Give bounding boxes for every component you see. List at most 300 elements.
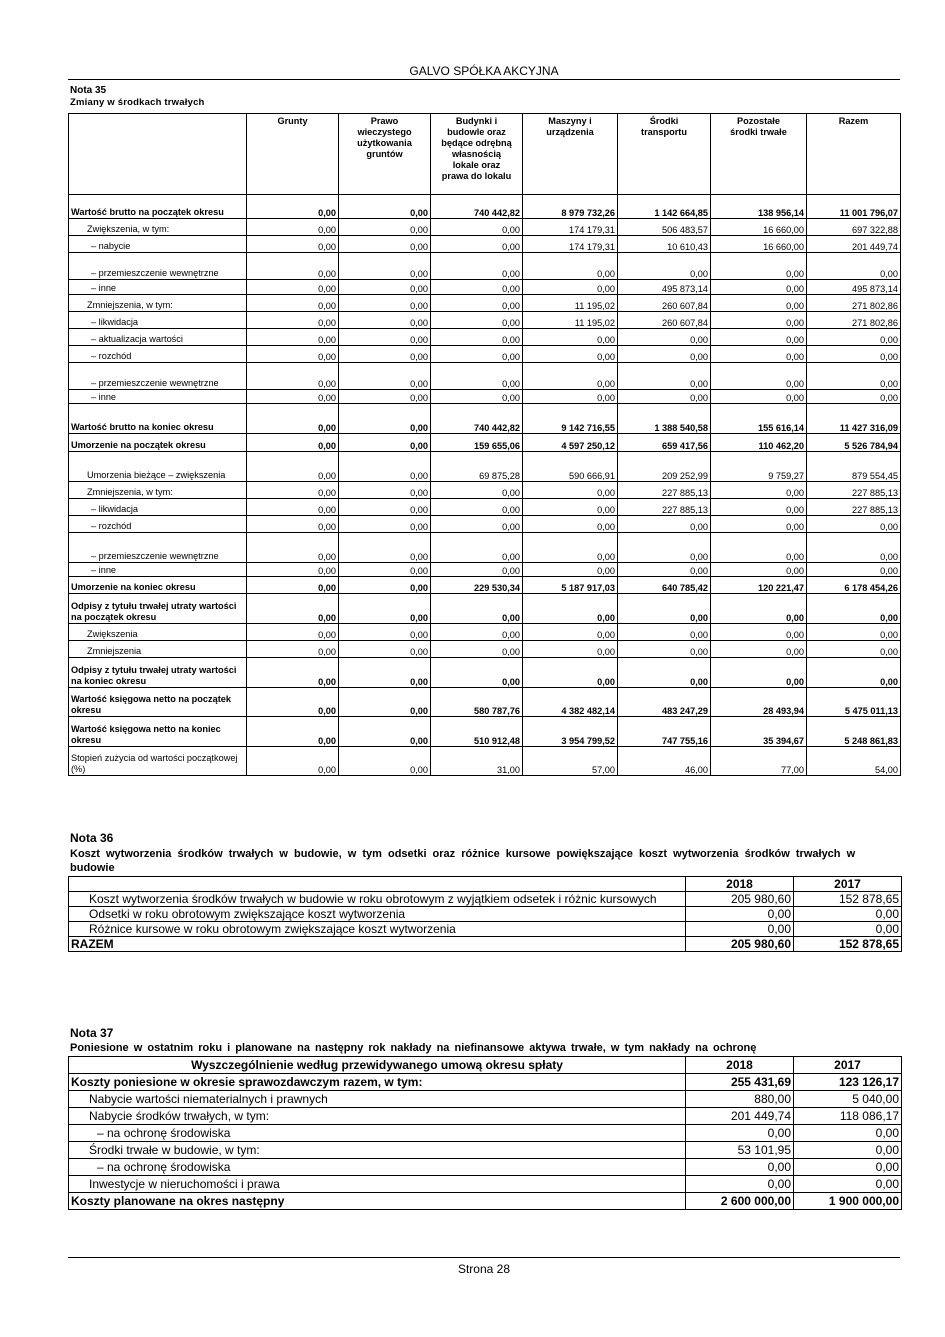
table-row (69, 280, 901, 295)
table-row (69, 434, 901, 452)
cell-value: 0,00 (618, 329, 711, 346)
cell-value: 0,00 (339, 363, 431, 390)
row-label: Odsetki w roku obrotowym zwiększające koszt wytworzenia (69, 907, 686, 922)
row-label: Koszty planowane na okres następny (69, 1193, 686, 1210)
cell-value: 0,00 (794, 922, 902, 937)
cell-value: 152 878,65 (794, 937, 902, 952)
year-header: 2018 (686, 877, 794, 892)
cell-value: 227 885,13 (618, 482, 711, 499)
cell-value: 0,00 (431, 346, 523, 363)
table-row (69, 907, 902, 922)
nota35-col-header-line: Maszyny i (548, 116, 592, 126)
table-row (69, 594, 901, 624)
cell-value: 4 382 482,14 (523, 688, 618, 717)
cell-value: 0,00 (523, 641, 618, 658)
row-label: – rozchód (69, 346, 247, 363)
row-label: Odpisy z tytułu trwałej utraty wartości na początek okresu (69, 594, 247, 624)
cell-value: 53 101,95 (686, 1142, 794, 1159)
row-label: Stopień zużycia od wartości początkowej (%) (69, 747, 247, 776)
row-label: – przemieszczenie wewnętrzne (69, 533, 247, 563)
cell-value: 0,00 (247, 658, 339, 688)
table-row (69, 452, 901, 482)
cell-value: 205 980,60 (686, 892, 794, 907)
cell-value: 205 980,60 (686, 937, 794, 952)
table-row (69, 329, 901, 346)
table-row (69, 312, 901, 329)
cell-value: 0,00 (247, 312, 339, 329)
cell-value: 0,00 (339, 624, 431, 641)
cell-value: 0,00 (247, 594, 339, 624)
table-row (69, 747, 901, 776)
nota35-col-header-line: Grunty (277, 116, 308, 126)
cell-value: 0,00 (339, 404, 431, 434)
cell-value: 0,00 (686, 907, 794, 922)
cell-value: 118 086,17 (794, 1108, 902, 1125)
cell-value: 0,00 (339, 658, 431, 688)
cell-value: 0,00 (339, 280, 431, 295)
row-label: – aktualizacja wartości (69, 329, 247, 346)
table-row (69, 295, 901, 312)
year-header: 2017 (794, 1057, 902, 1074)
nota35-header-row (69, 114, 901, 195)
table-row (69, 658, 901, 688)
cell-value: 0,00 (339, 533, 431, 563)
cell-value: 0,00 (711, 594, 807, 624)
cell-value: 138 956,14 (711, 195, 807, 219)
cell-value: 0,00 (247, 434, 339, 452)
cell-value: 0,00 (807, 533, 901, 563)
cell-value: 0,00 (711, 533, 807, 563)
cell-value: 35 394,67 (711, 717, 807, 747)
cell-value: 0,00 (794, 907, 902, 922)
cell-value: 0,00 (247, 641, 339, 658)
cell-value: 0,00 (523, 533, 618, 563)
cell-value: 0,00 (711, 312, 807, 329)
cell-value: 0,00 (523, 280, 618, 295)
row-label: Zmniejszenia (69, 641, 247, 658)
cell-value: 0,00 (431, 253, 523, 280)
cell-value: 120 221,47 (711, 577, 807, 594)
cell-value: 0,00 (339, 219, 431, 236)
cell-value: 0,00 (431, 280, 523, 295)
cell-value: 659 417,56 (618, 434, 711, 452)
cell-value: 16 660,00 (711, 236, 807, 253)
cell-value: 0,00 (523, 329, 618, 346)
cell-value: 174 179,31 (523, 219, 618, 236)
cell-value: 0,00 (431, 624, 523, 641)
row-label: Koszty poniesione w okresie sprawozdawczym razem, w tym: (69, 1074, 686, 1091)
cell-value: 57,00 (523, 747, 618, 776)
nota35-col-header-line: prawa do lokalu (441, 171, 512, 181)
row-label: Umorzenie na początek okresu (69, 434, 247, 452)
nota35-col-header-line: będące odrębną (441, 138, 512, 148)
cell-value: 0,00 (431, 482, 523, 499)
cell-value: 0,00 (247, 346, 339, 363)
cell-value: 0,00 (247, 404, 339, 434)
cell-value: 0,00 (431, 312, 523, 329)
cell-value: 9 142 716,55 (523, 404, 618, 434)
row-label: – przemieszczenie wewnętrzne (69, 253, 247, 280)
cell-value: 0,00 (431, 219, 523, 236)
cell-value: 159 655,06 (431, 434, 523, 452)
cell-value: 0,00 (807, 253, 901, 280)
table-row (69, 577, 901, 594)
cell-value: 0,00 (523, 363, 618, 390)
cell-value: 0,00 (618, 563, 711, 577)
nota36-title: Nota 36 (70, 831, 114, 845)
cell-value: 155 616,14 (711, 404, 807, 434)
cell-value: 0,00 (711, 499, 807, 516)
table-row (69, 1159, 902, 1176)
cell-value: 201 449,74 (686, 1108, 794, 1125)
cell-value: 201 449,74 (807, 236, 901, 253)
cell-value: 0,00 (339, 346, 431, 363)
cell-value: 0,00 (247, 390, 339, 404)
table-row (69, 641, 901, 658)
nota35-col-header-line: gruntów (366, 149, 403, 159)
table-row (69, 253, 901, 280)
cell-value: 0,00 (686, 1125, 794, 1142)
cell-value: 0,00 (339, 452, 431, 482)
cell-value: 0,00 (431, 533, 523, 563)
cell-value: 0,00 (247, 516, 339, 533)
cell-value: 11 001 796,07 (807, 195, 901, 219)
nota35-col-header-line: lokale oraz (452, 160, 501, 170)
cell-value: 0,00 (339, 688, 431, 717)
table-row (69, 404, 901, 434)
cell-value: 11 195,02 (523, 295, 618, 312)
cell-value: 0,00 (431, 295, 523, 312)
cell-value: 0,00 (686, 1176, 794, 1193)
cell-value: 0,00 (794, 1159, 902, 1176)
cell-value: 0,00 (711, 516, 807, 533)
row-label: – likwidacja (69, 312, 247, 329)
cell-value: 0,00 (431, 594, 523, 624)
cell-value: 0,00 (339, 594, 431, 624)
nota35-col-header-line: transportu (641, 127, 687, 137)
cell-value: 879 554,45 (807, 452, 901, 482)
company-header: GALVO SPÓŁKA AKCYJNA (68, 64, 900, 80)
cell-value: 0,00 (339, 253, 431, 280)
table-row (69, 717, 901, 747)
cell-value: 0,00 (711, 563, 807, 577)
row-label: – przemieszczenie wewnętrzne (69, 363, 247, 390)
cell-value: 0,00 (247, 295, 339, 312)
cell-value: 0,00 (711, 624, 807, 641)
cell-value: 0,00 (247, 253, 339, 280)
nota35-header-blank (69, 114, 247, 195)
row-label: – inne (69, 563, 247, 577)
cell-value: 10 610,43 (618, 236, 711, 253)
cell-value: 9 759,27 (711, 452, 807, 482)
table-row (69, 195, 901, 219)
row-label: – inne (69, 390, 247, 404)
row-label: Wartość księgowa netto na koniec okresu (69, 717, 247, 747)
cell-value: 0,00 (431, 390, 523, 404)
nota36-header-row (69, 877, 902, 892)
cell-value: 255 431,69 (686, 1074, 794, 1091)
cell-value: 880,00 (686, 1091, 794, 1108)
nota37-title: Nota 37 (70, 1026, 114, 1040)
cell-value: 0,00 (807, 658, 901, 688)
cell-value: 0,00 (339, 434, 431, 452)
table-row (69, 1125, 902, 1142)
cell-value: 5 187 917,03 (523, 577, 618, 594)
cell-value: 11 427 316,09 (807, 404, 901, 434)
table-row (69, 688, 901, 717)
cell-value: 580 787,76 (431, 688, 523, 717)
table-row (69, 390, 901, 404)
cell-value: 0,00 (523, 516, 618, 533)
cell-value: 590 666,91 (523, 452, 618, 482)
cell-value: 0,00 (711, 295, 807, 312)
cell-value: 0,00 (339, 516, 431, 533)
cell-value: 0,00 (523, 253, 618, 280)
nota35-subtitle: Zmiany w środkach trwałych (70, 97, 205, 108)
cell-value: 0,00 (711, 641, 807, 658)
cell-value: 510 912,48 (431, 717, 523, 747)
cell-value: 483 247,29 (618, 688, 711, 717)
cell-value: 5 248 861,83 (807, 717, 901, 747)
cell-value: 2 600 000,00 (686, 1193, 794, 1210)
cell-value: 0,00 (523, 658, 618, 688)
cell-value: 0,00 (339, 295, 431, 312)
cell-value: 0,00 (711, 482, 807, 499)
nota35-col-header-line: własnością (451, 149, 502, 159)
cell-value: 0,00 (807, 563, 901, 577)
cell-value: 3 954 799,52 (523, 717, 618, 747)
row-label: – na ochronę środowiska (69, 1125, 686, 1142)
table-row (69, 516, 901, 533)
table-row (69, 1108, 902, 1125)
cell-value: 0,00 (618, 516, 711, 533)
cell-value: 0,00 (247, 329, 339, 346)
cell-value: 0,00 (618, 533, 711, 563)
cell-value: 0,00 (339, 195, 431, 219)
cell-value: 0,00 (247, 688, 339, 717)
table-row (69, 533, 901, 563)
cell-value: 0,00 (807, 329, 901, 346)
cell-value: 271 802,86 (807, 295, 901, 312)
row-label: Umorzenie na koniec okresu (69, 577, 247, 594)
nota35-col-header (431, 114, 523, 195)
cell-value: 152 878,65 (794, 892, 902, 907)
cell-value: 0,00 (431, 236, 523, 253)
cell-value: 110 462,20 (711, 434, 807, 452)
row-label: Wartość księgowa netto na początek okresu (69, 688, 247, 717)
table-row (69, 1176, 902, 1193)
nota36-table (68, 876, 902, 952)
cell-value: 0,00 (711, 658, 807, 688)
cell-value: 0,00 (523, 482, 618, 499)
cell-value: 0,00 (339, 312, 431, 329)
table-row (69, 363, 901, 390)
cell-value: 0,00 (807, 624, 901, 641)
nota35-col-header (523, 114, 618, 195)
nota36-header-blank (69, 877, 686, 892)
table-row (69, 922, 902, 937)
row-label: Wartość brutto na początek okresu (69, 195, 247, 219)
cell-value: 495 873,14 (618, 280, 711, 295)
row-label: Zmniejszenia, w tym: (69, 482, 247, 499)
cell-value: 1 142 664,85 (618, 195, 711, 219)
nota35-col-header-line: Prawo (370, 116, 399, 126)
row-label: Odpisy z tytułu trwałej utraty wartości na koniec okresu (69, 658, 247, 688)
cell-value: 31,00 (431, 747, 523, 776)
table-row (69, 563, 901, 577)
nota35-col-header (339, 114, 431, 195)
cell-value: 0,00 (339, 717, 431, 747)
nota37-table (68, 1056, 902, 1210)
cell-value: 0,00 (247, 747, 339, 776)
nota37-header-row (69, 1057, 902, 1074)
cell-value: 227 885,13 (807, 499, 901, 516)
row-label: – rozchód (69, 516, 247, 533)
cell-value: 697 322,88 (807, 219, 901, 236)
cell-value: 0,00 (431, 516, 523, 533)
nota35-table (68, 113, 901, 776)
table-row (69, 1142, 902, 1159)
cell-value: 0,00 (523, 624, 618, 641)
row-label: Wartość brutto na koniec okresu (69, 404, 247, 434)
table-row (69, 624, 901, 641)
row-label: Nabycie wartości niematerialnych i prawnych (69, 1091, 686, 1108)
nota35-col-header-line: budowle oraz (447, 127, 506, 137)
cell-value: 0,00 (523, 563, 618, 577)
cell-value: 1 388 540,58 (618, 404, 711, 434)
cell-value: 0,00 (247, 280, 339, 295)
year-header: 2018 (686, 1057, 794, 1074)
cell-value: 0,00 (339, 329, 431, 346)
cell-value: 174 179,31 (523, 236, 618, 253)
nota37-subtitle: Poniesione w ostatnim roku i planowane na następny rok nakłady na niefinansowe aktywa trwałe, w tym nakłady na ochronę (70, 1042, 757, 1054)
cell-value: 46,00 (618, 747, 711, 776)
nota35-col-header-line: Budynki i (455, 116, 498, 126)
cell-value: 0,00 (339, 577, 431, 594)
nota35-col-header (807, 114, 901, 195)
cell-value: 740 442,82 (431, 404, 523, 434)
cell-value: 0,00 (247, 717, 339, 747)
table-row (69, 346, 901, 363)
cell-value: 0,00 (431, 363, 523, 390)
row-label: Koszt wytworzenia środków trwałych w budowie w roku obrotowym z wyjątkiem odsetek i różnic kursowych (69, 892, 686, 907)
cell-value: 0,00 (247, 533, 339, 563)
cell-value: 0,00 (807, 346, 901, 363)
nota35-col-header-line: Pozostałe (737, 116, 780, 126)
cell-value: 11 195,02 (523, 312, 618, 329)
cell-value: 0,00 (711, 363, 807, 390)
cell-value: 4 597 250,12 (523, 434, 618, 452)
cell-value: 5 526 784,94 (807, 434, 901, 452)
cell-value: 0,00 (431, 641, 523, 658)
cell-value: 6 178 454,26 (807, 577, 901, 594)
cell-value: 0,00 (431, 658, 523, 688)
cell-value: 0,00 (807, 641, 901, 658)
cell-value: 1 900 000,00 (794, 1193, 902, 1210)
cell-value: 0,00 (523, 346, 618, 363)
cell-value: 0,00 (431, 499, 523, 516)
year-header: 2017 (794, 877, 902, 892)
row-label: Nabycie środków trwałych, w tym: (69, 1108, 686, 1125)
table-row (69, 499, 901, 516)
nota37-header-label: Wyszczególnienie według przewidywanego umową okresu spłaty (69, 1057, 686, 1074)
cell-value: 0,00 (247, 195, 339, 219)
cell-value: 0,00 (711, 280, 807, 295)
row-label: Zwiększenia, w tym: (69, 219, 247, 236)
cell-value: 260 607,84 (618, 295, 711, 312)
page-number: Strona 28 (457, 1262, 511, 1276)
table-row (69, 219, 901, 236)
table-row (69, 482, 901, 499)
cell-value: 0,00 (339, 499, 431, 516)
cell-value: 0,00 (523, 390, 618, 404)
cell-value: 28 493,94 (711, 688, 807, 717)
cell-value: 0,00 (247, 563, 339, 577)
cell-value: 0,00 (711, 390, 807, 404)
cell-value: 0,00 (807, 516, 901, 533)
cell-value: 0,00 (618, 658, 711, 688)
row-label: – inne (69, 280, 247, 295)
cell-value: 0,00 (618, 594, 711, 624)
table-row (69, 236, 901, 253)
cell-value: 229 530,34 (431, 577, 523, 594)
cell-value: 0,00 (247, 452, 339, 482)
cell-value: 0,00 (339, 482, 431, 499)
table-row (69, 1091, 902, 1108)
row-label: Środki trwałe w budowie, w tym: (69, 1142, 686, 1159)
cell-value: 8 979 732,26 (523, 195, 618, 219)
cell-value: 0,00 (523, 499, 618, 516)
cell-value: 0,00 (339, 563, 431, 577)
row-label: – nabycie (69, 236, 247, 253)
nota35-title: Nota 35 (70, 85, 107, 96)
cell-value: 271 802,86 (807, 312, 901, 329)
cell-value: 0,00 (618, 363, 711, 390)
cell-value: 16 660,00 (711, 219, 807, 236)
cell-value: 0,00 (618, 253, 711, 280)
row-label: – likwidacja (69, 499, 247, 516)
cell-value: 5 475 011,13 (807, 688, 901, 717)
cell-value: 0,00 (431, 563, 523, 577)
table-row (69, 892, 902, 907)
cell-value: 0,00 (523, 594, 618, 624)
cell-value: 0,00 (247, 236, 339, 253)
row-label: Umorzenia bieżące – zwiększenia (69, 452, 247, 482)
cell-value: 747 755,16 (618, 717, 711, 747)
cell-value: 0,00 (807, 363, 901, 390)
nota35-col-header-line: środki trwałe (730, 127, 787, 137)
row-label: Różnice kursowe w roku obrotowym zwiększające koszt wytworzenia (69, 922, 686, 937)
nota35-col-header-line: Razem (838, 116, 869, 126)
cell-value: 0,00 (618, 346, 711, 363)
row-label: Zmniejszenia, w tym: (69, 295, 247, 312)
cell-value: 0,00 (618, 624, 711, 641)
nota35-col-header-line: Środki (649, 116, 679, 126)
cell-value: 0,00 (794, 1142, 902, 1159)
nota35-col-header-line: wieczystego (357, 127, 412, 137)
table-row (69, 937, 902, 952)
cell-value: 740 442,82 (431, 195, 523, 219)
cell-value: 0,00 (711, 253, 807, 280)
cell-value: 0,00 (339, 236, 431, 253)
cell-value: 0,00 (247, 363, 339, 390)
row-label: RAZEM (69, 937, 686, 952)
cell-value: 0,00 (247, 624, 339, 641)
cell-value: 0,00 (339, 390, 431, 404)
cell-value: 0,00 (431, 329, 523, 346)
nota36-subtitle: Koszt wytworzenia środków trwałych w budowie, w tym odsetki oraz różnice kursowe powiększające koszt wytworzenia środków trwałych w budowie (70, 848, 856, 874)
cell-value: 0,00 (247, 577, 339, 594)
